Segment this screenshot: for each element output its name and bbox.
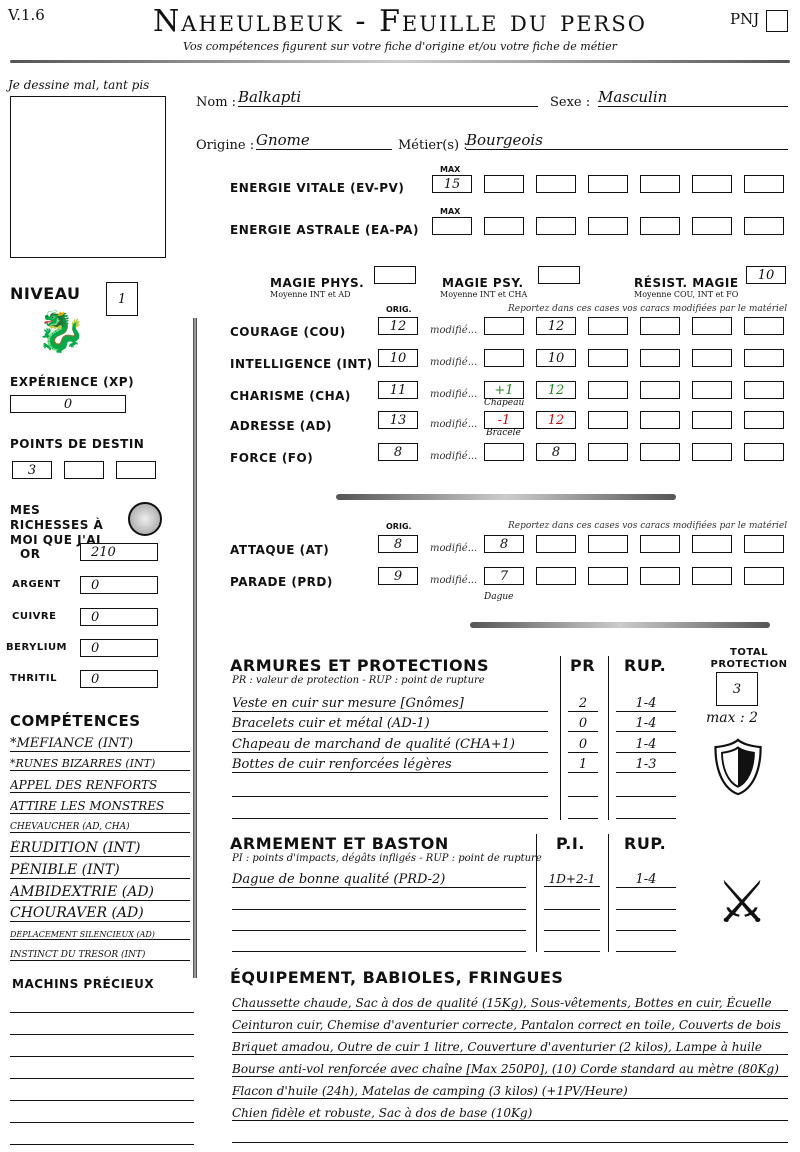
arme-empty-line[interactable]	[544, 909, 600, 910]
ea-cell[interactable]	[744, 217, 784, 235]
machins-line[interactable]	[10, 1056, 194, 1057]
equipement-line[interactable]: Bourse anti-vol renforcée avec chaîne [Max 250P0], (10) Corde standard au mètre (80Kg)	[232, 1062, 788, 1077]
arme-empty-line[interactable]	[544, 951, 600, 952]
ev-max-cell[interactable]: 15	[432, 175, 472, 193]
carac-mod-cell[interactable]	[484, 317, 524, 335]
pnj-label: PNJ	[730, 10, 760, 28]
caracs-orig-label: ORIG.	[386, 305, 412, 314]
spear-decoration	[193, 318, 197, 978]
armure-rup[interactable]: 1-4	[616, 696, 676, 712]
sword-decoration	[470, 622, 770, 628]
carac-cell[interactable]	[692, 381, 732, 399]
niveau-cell[interactable]: 1	[106, 282, 138, 316]
armure-pr[interactable]: 1	[568, 757, 598, 773]
carac-orig-cell[interactable]: 12	[378, 317, 418, 335]
armement-divider	[608, 834, 609, 952]
competence-item[interactable]: AMBIDEXTRIE (AD)	[10, 884, 190, 901]
total-protection-cell[interactable]: 3	[716, 672, 758, 706]
competence-item[interactable]: APPEL DES RENFORTS	[10, 778, 190, 793]
arme-item[interactable]: Dague de bonne qualité (PRD-2)	[232, 872, 526, 888]
machins-line[interactable]	[10, 1122, 194, 1123]
ea-cell[interactable]	[484, 217, 524, 235]
equipement-line[interactable]: Chien fidèle et robuste, Sac à dos de base (10Kg)	[232, 1106, 788, 1121]
combat-cell[interactable]	[744, 567, 784, 585]
machins-line[interactable]	[10, 1100, 194, 1101]
arme-empty-line[interactable]	[616, 909, 676, 910]
competence-item[interactable]: ÉRUDITION (INT)	[10, 840, 190, 857]
arme-empty-line[interactable]	[232, 909, 526, 910]
combat-cell[interactable]	[692, 567, 732, 585]
thritil-label: THRITIL	[10, 673, 58, 684]
armure-empty-line[interactable]	[616, 818, 676, 819]
competence-item[interactable]: INSTINCT DU TRESOR (INT)	[10, 950, 190, 961]
combat-cell[interactable]	[640, 535, 680, 553]
carac-cell[interactable]	[588, 381, 628, 399]
magie-phys-note: Moyenne INT et AD	[270, 290, 351, 299]
max-protection-note: max : 2	[706, 710, 759, 726]
portrait-box[interactable]	[10, 96, 166, 258]
armure-rup[interactable]: 1-3	[616, 757, 676, 773]
armement-rup-header: RUP.	[624, 834, 667, 853]
armures-pr-header: PR	[570, 656, 596, 675]
combat-cell[interactable]	[640, 567, 680, 585]
armures-divider	[560, 656, 561, 820]
carac-cell[interactable]	[692, 443, 732, 461]
machins-line[interactable]	[10, 1012, 194, 1013]
carac-cell[interactable]	[640, 443, 680, 461]
carac-label: FORCE (FO)	[230, 451, 314, 465]
combat-cell[interactable]	[588, 567, 628, 585]
carac-label: INTELLIGENCE (INT)	[230, 357, 373, 371]
ea-cell[interactable]	[536, 217, 576, 235]
combat-cell[interactable]	[536, 535, 576, 553]
armure-rup[interactable]: 1-4	[616, 737, 676, 753]
richesses-label: MES RICHESSES À MOI QUE J'AI	[10, 503, 104, 547]
competence-item[interactable]: CHEVAUCHER (AD, CHA)	[10, 822, 190, 833]
carac-cell[interactable]	[692, 317, 732, 335]
magie-psy-label: MAGIE PSY.	[442, 276, 524, 290]
carac-cell[interactable]	[744, 317, 784, 335]
metier-label: Métier(s) :	[398, 138, 468, 153]
machins-line[interactable]	[10, 1144, 194, 1145]
carac-val-cell[interactable]: 8	[536, 443, 576, 461]
cuivre-cell[interactable]: 0	[80, 608, 158, 626]
carac-val-cell[interactable]: 10	[536, 349, 576, 367]
equipement-empty-line[interactable]	[232, 1142, 788, 1143]
machins-line[interactable]	[10, 1034, 194, 1035]
portrait-caption: Je dessine mal, tant pis	[8, 78, 150, 92]
ea-max-label: MAX	[440, 207, 461, 216]
page-title: Naheulbeuk - Feuille du perso	[153, 4, 647, 39]
carac-cell[interactable]	[640, 349, 680, 367]
armement-pi-header: P.I.	[556, 834, 585, 853]
armure-item[interactable]: Bottes de cuir renforcées légères	[232, 757, 548, 773]
arme-pi[interactable]: 1D+2-1	[544, 872, 600, 887]
header-spear-decoration	[10, 60, 790, 63]
destin-label: POINTS DE DESTIN	[10, 437, 145, 451]
argent-label: ARGENT	[12, 579, 61, 590]
page-subtitle: Vos compétences figurent sur votre fiche d'origine et/ou votre fiche de métier	[183, 40, 617, 53]
argent-cell[interactable]: 0	[80, 576, 158, 594]
carac-cell[interactable]	[744, 443, 784, 461]
armure-empty-line[interactable]	[232, 796, 548, 797]
sword-decoration	[336, 494, 676, 500]
version-label: V.1.6	[8, 6, 45, 24]
carac-val-cell[interactable]: 12	[536, 381, 576, 399]
total-protection-label: TOTAL PROTECTION	[710, 647, 788, 670]
combat-orig-cell[interactable]: 9	[378, 567, 418, 585]
ea-label: ENERGIE ASTRALE (EA-PA)	[230, 223, 419, 237]
magie-phys-label: MAGIE PHYS.	[270, 276, 365, 290]
combat-mod-label: modifié...	[430, 543, 478, 554]
carac-mod-label: modifié...	[430, 451, 478, 462]
cuivre-label: CUIVRE	[12, 611, 57, 622]
arme-empty-line[interactable]	[616, 930, 676, 931]
carac-val-cell[interactable]: 12	[536, 317, 576, 335]
destin-cell[interactable]	[64, 461, 104, 479]
armure-item[interactable]: Bracelets cuir et métal (AD-1)	[232, 716, 548, 732]
destin-cell[interactable]	[116, 461, 156, 479]
magie-psy-note: Moyenne INT et CHA	[440, 290, 528, 299]
carac-cell[interactable]	[692, 349, 732, 367]
origine-field[interactable]: Gnome	[256, 131, 392, 150]
magie-phys-cell[interactable]	[374, 266, 416, 284]
armure-empty-line[interactable]	[232, 818, 548, 819]
carac-mod-cell[interactable]: +1	[484, 381, 524, 399]
competence-item[interactable]: *RUNES BIZARRES (INT)	[10, 757, 190, 771]
combat-cell[interactable]	[588, 535, 628, 553]
ea-cell[interactable]	[640, 217, 680, 235]
armures-title: ARMURES ET PROTECTIONS	[230, 656, 489, 675]
combat-val-cell[interactable]: 8	[484, 535, 524, 553]
sexe-label: Sexe :	[550, 95, 591, 110]
arme-empty-line[interactable]	[232, 930, 526, 931]
resist-magie-label: RÉSIST. MAGIE	[634, 276, 739, 290]
carac-cell[interactable]	[640, 381, 680, 399]
competence-item[interactable]: DÉPLACEMENT SILENCIEUX (AD)	[10, 930, 190, 940]
competence-item[interactable]: PÉNIBLE (INT)	[10, 862, 190, 879]
carac-cell[interactable]	[640, 411, 680, 429]
ev-max-label: MAX	[440, 165, 461, 174]
sexe-field[interactable]: Masculin	[598, 88, 788, 107]
armure-pr[interactable]: 2	[568, 696, 598, 712]
resist-magie-note: Moyenne COU, INT et FO	[634, 290, 739, 299]
carac-orig-cell[interactable]: 10	[378, 349, 418, 367]
nom-field[interactable]: Balkapti	[238, 88, 538, 107]
ev-cell[interactable]	[536, 175, 576, 193]
carac-val-cell[interactable]: 12	[536, 411, 576, 429]
caracs-note: Reportez dans ces cases vos caracs modifiées par le matériel	[508, 304, 788, 314]
pnj-checkbox[interactable]	[766, 10, 788, 32]
carac-cell[interactable]	[588, 349, 628, 367]
machins-line[interactable]	[10, 1078, 194, 1079]
armure-pr[interactable]: 0	[568, 737, 598, 753]
armures-rup-header: RUP.	[624, 656, 667, 675]
shield-helmet-icon: 🛡	[702, 735, 774, 800]
carac-mod-label: modifié...	[430, 357, 478, 368]
carac-orig-cell[interactable]: 8	[378, 443, 418, 461]
thritil-cell[interactable]: 0	[80, 670, 158, 688]
arme-rup[interactable]: 1-4	[616, 872, 676, 888]
xp-label: EXPÉRIENCE (XP)	[10, 375, 135, 389]
carac-mod-source: Chapeau	[484, 398, 525, 408]
carac-mod-source: Bracele	[486, 428, 521, 438]
combat-note: Reportez dans ces cases vos caracs modifiées par le matériel	[508, 521, 788, 531]
arme-empty-line[interactable]	[544, 930, 600, 931]
competence-item[interactable]: CHOURAVER (AD)	[10, 905, 190, 922]
competence-item[interactable]: ATTIRE LES MONSTRES	[10, 799, 190, 814]
arme-empty-line[interactable]	[232, 951, 526, 952]
carac-mod-cell[interactable]	[484, 443, 524, 461]
or-cell[interactable]: 210	[80, 543, 158, 561]
ev-cell[interactable]	[692, 175, 732, 193]
carac-mod-cell[interactable]	[484, 349, 524, 367]
combat-mod-label: modifié...	[430, 575, 478, 586]
equipement-line[interactable]: Flacon d'huile (24h), Matelas de camping (3 kilos) (+1PV/Heure)	[232, 1084, 788, 1099]
carac-cell[interactable]	[744, 349, 784, 367]
carac-label: CHARISME (CHA)	[230, 389, 351, 403]
ev-label: ENERGIE VITALE (EV-PV)	[230, 181, 405, 195]
ea-cell[interactable]	[588, 217, 628, 235]
xp-cell[interactable]: 0	[10, 395, 126, 413]
armure-item[interactable]: Veste en cuir sur mesure [Gnômes]	[232, 696, 548, 712]
carac-cell[interactable]	[640, 317, 680, 335]
carac-cell[interactable]	[588, 443, 628, 461]
berylium-cell[interactable]: 0	[80, 639, 158, 657]
combat-mod-source: Dague	[484, 592, 514, 602]
nom-label: Nom :	[196, 95, 237, 110]
carac-mod-cell[interactable]: -1	[484, 411, 524, 429]
machins-label: MACHINS PRÉCIEUX	[12, 977, 155, 991]
arme-empty-line[interactable]	[616, 951, 676, 952]
resist-magie-cell[interactable]: 10	[746, 266, 786, 284]
carac-label: COURAGE (COU)	[230, 325, 346, 339]
carac-orig-cell[interactable]: 11	[378, 381, 418, 399]
combat-label: PARADE (PRD)	[230, 575, 333, 589]
combat-cell[interactable]	[692, 535, 732, 553]
equipement-line[interactable]: Briquet amadou, Outre de cuir 1 litre, Couverture d'aventurier (2 kilos), Lampe à huile	[232, 1040, 788, 1055]
combat-val-cell[interactable]: 7	[484, 567, 524, 585]
carac-orig-cell[interactable]: 13	[378, 411, 418, 429]
weapons-icon: ⚔	[716, 868, 768, 936]
destin-cell[interactable]: 3	[12, 461, 52, 479]
armure-rup[interactable]: 1-4	[616, 716, 676, 732]
armement-title: ARMEMENT ET BASTON	[230, 834, 449, 853]
armure-item[interactable]: Chapeau de marchand de qualité (CHA+1)	[232, 737, 548, 753]
carac-mod-label: modifié...	[430, 419, 478, 430]
equipement-line[interactable]: Ceinturon cuir, Chemise d'aventurier correcte, Pantalon correct en toile, Couverts de bois	[232, 1018, 788, 1033]
ev-cell[interactable]	[588, 175, 628, 193]
combat-label: ATTAQUE (AT)	[230, 543, 330, 557]
magie-psy-cell[interactable]	[538, 266, 580, 284]
combat-orig-label: ORIG.	[386, 522, 412, 531]
armure-empty-line[interactable]	[568, 818, 598, 819]
origine-label: Origine :	[196, 138, 255, 153]
niveau-label: NIVEAU	[10, 284, 81, 303]
coin-icon	[128, 502, 162, 536]
armure-empty-line[interactable]	[568, 796, 598, 797]
carac-mod-label: modifié...	[430, 389, 478, 400]
carac-cell[interactable]	[588, 411, 628, 429]
equipement-line[interactable]: Chaussette chaude, Sac à dos de qualité (15Kg), Sous-vêtements, Bottes en cuir, Écuelle	[232, 996, 788, 1011]
berylium-label: BERYLIUM	[6, 642, 68, 653]
ev-cell[interactable]	[484, 175, 524, 193]
carac-label: ADRESSE (AD)	[230, 419, 333, 433]
competences-label: COMPÉTENCES	[10, 712, 141, 730]
armure-empty-line[interactable]	[616, 796, 676, 797]
dragon-icon: 🐉	[36, 309, 86, 355]
armement-divider	[536, 834, 537, 952]
armures-divider	[608, 656, 609, 820]
combat-cell[interactable]	[536, 567, 576, 585]
armement-subtitle: PI : points d'impacts, dégâts infligés - RUP : point de rupture	[232, 853, 542, 864]
metier-field[interactable]: Bourgeois	[466, 131, 788, 150]
armure-pr[interactable]: 0	[568, 716, 598, 732]
carac-cell[interactable]	[744, 411, 784, 429]
carac-cell[interactable]	[692, 411, 732, 429]
combat-cell[interactable]	[744, 535, 784, 553]
competence-item[interactable]: *MÉFIANCE (INT)	[10, 736, 190, 752]
carac-mod-label: modifié...	[430, 325, 478, 336]
or-label: OR	[20, 547, 41, 561]
combat-orig-cell[interactable]: 8	[378, 535, 418, 553]
ev-cell[interactable]	[744, 175, 784, 193]
armures-subtitle: PR : valeur de protection - RUP : point de rupture	[232, 675, 485, 686]
carac-cell[interactable]	[588, 317, 628, 335]
carac-cell[interactable]	[744, 381, 784, 399]
ev-cell[interactable]	[640, 175, 680, 193]
equipement-title: ÉQUIPEMENT, BABIOLES, FRINGUES	[230, 968, 564, 987]
ea-cell[interactable]	[692, 217, 732, 235]
ea-max-cell[interactable]	[432, 217, 472, 235]
